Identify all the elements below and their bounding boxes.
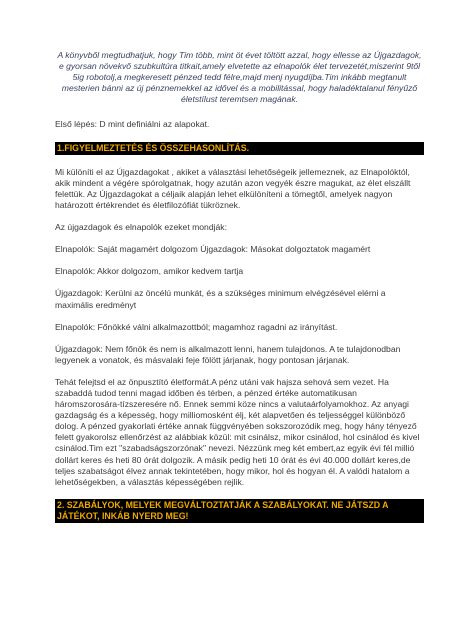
paragraph-intro: Mi különíti el az Újgazdagokat , akiket a választási lehetőségeik jellemeznek, az Elnapolóktól, akik mindent a végére spórolgatnak, hogy azután azon vegyék észre magukat, az élet elszállt felettük. Az Újgazdagokat a céljaik alapján lehet elkülöníteni a tömegtől, amelyek nagyon határozott értékrendet és életfilozófiát tükröznek. [55, 166, 411, 211]
paragraph-compare-5: Újgazdagok: Nem főnök és nem is alkalmazott lenni, hanem tulajdonos. A te tulajdonodban legyenek a vonatok, és másvalaki feje fölött járjanak, hogy pontosan járjanak. [55, 343, 401, 365]
paragraph-compare-2: Elnapolók: Akkor dolgozom, amikor kedvem tartja [55, 266, 244, 277]
paragraph-compare-3: Újgazdagok: Kerülni az öncélú munkát, és a szükséges minimum elvégzésével elérni a maximális eredményt [55, 288, 386, 310]
paragraph-compare-4: Elnapolók: Főnökké válni alkalmazottból; magamhoz ragadni az irányítást. [55, 321, 338, 332]
section-heading-2: 2. SZABÁLYOK, MELYEK MEGVÁLTOZTATJÁK A SZABÁLYOKAT. NE JÁTSZD A JÁTÉKOT, INKÁB NYERD MEG! [55, 499, 424, 523]
first-step-text: Első lépés: D mint definiálni az alapokat. [55, 119, 210, 130]
paragraph-sayings: Az újgazdagok és elnapolók ezeket mondják: [55, 222, 227, 233]
paragraph-freedom: Tehát felejtsd el az önpusztító életformát.A pénz utáni vak hajsza sehová sem vezet. Ha szabaddá tudod tenni magad időben és térben, a pénzed értéke automatikusan háromszorosára-tízszeresére nő. Ennek semmi köze nincs a valutaárfolyamokhoz. Az anyagi gazdagság és a képesség, hogy milliomosként élj, két alapvetően és teljességgel különböző dolog. A pénzed gyakorlati értéke annak függvényében sokszorozódik meg, hogy hány tényező felett gyakorolsz ellenőrzést az alábbiak közül: mit csinálsz, mikor csinálod, hol csinálod és kivel csinálod.Tim ezt "szabadságszorzónak" nevezi. Nézzünk meg két embert,az egyik évi fél millió dollárt keres és heti 80 órát dolgozik. A másik pedig heti 10 órát és évi 40.000 dollárt keres,de teljes szabatságot élvez annak tekintetében, hogy mikor, hol és hogyan él. A valódi hatalom a lehetőségekben, a választás képességében rejlik. [55, 376, 420, 487]
section-heading-1: 1.FIGYELMEZTETÉS ÉS ÖSSZEHASONLÍTÁS. [55, 142, 424, 155]
paragraph-compare-1: Elnapolók: Saját magamért dolgozom Újgazdagok: Másokat dolgoztatok magamért [55, 244, 371, 255]
intro-quote: A könyvből megtudhatjuk, hogy Tim több, mint öt évet töltött azzal, hogy ellesse az Újgazdagok, e gyorsan növekvő szubkultúra titkait,amely elvetette az elnapolók élet tervezetét,miszerint 9től 5ig robotolj,a megkeresett pénzed tedd félre,majd menj nyugdíjba.Tim inkább megtanult mesterien bánni az új pénznemekkel az idővel és a mobilitással, hogy haladéktalanul fényűző életstílust teremtsen magának. [57, 50, 422, 105]
